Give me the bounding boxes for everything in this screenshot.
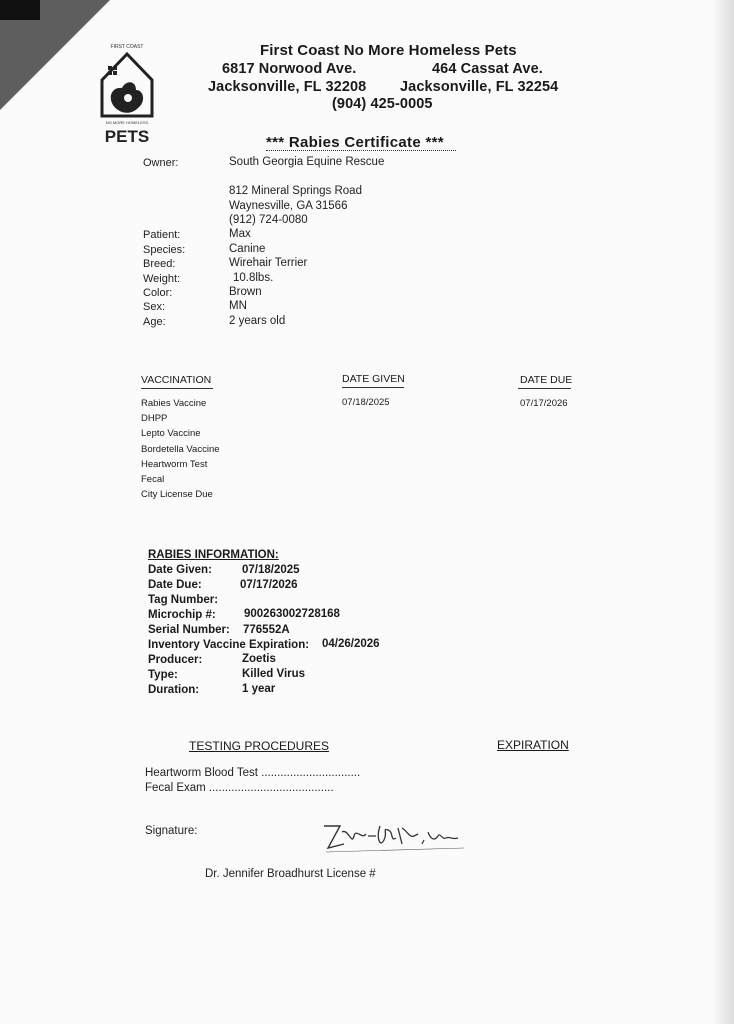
sex-label: Sex: [143,301,166,313]
owner-name: South Georgia Equine Rescue [229,156,385,168]
vaccine-row-due: 07/17/2026 [520,398,568,409]
rabies-info-heading: RABIES INFORMATION: [148,549,279,561]
address-1-city: Jacksonville, FL 32208 [208,79,367,95]
owner-phone: (912) 724-0080 [229,214,308,226]
date-given-value: 07/18/2025 [242,564,300,576]
date-due-value: 07/17/2026 [240,579,298,591]
col-date-given: DATE GIVEN [342,373,405,385]
sex-value: MN [229,300,247,312]
address-1-street: 6817 Norwood Ave. [222,61,357,77]
color-label: Color: [143,287,173,299]
address-2-city: Jacksonville, FL 32254 [400,79,559,95]
org-phone: (904) 425-0005 [332,96,433,112]
microchip-label: Microchip #: [148,609,216,621]
svg-text:PETS: PETS [104,127,150,144]
color-value: Brown [229,286,262,298]
type-value: Killed Virus [242,668,306,680]
vaccine-row-name: City License Due [141,489,213,500]
date-due-label: Date Due: [148,579,202,591]
species-value: Canine [229,243,266,255]
house-pet-icon [96,40,158,144]
scan-corner-shadow-dark [0,0,40,20]
vaccine-row-given: 07/18/2025 [342,397,390,408]
col-vaccination: VACCINATION [141,374,212,386]
tag-number-label: Tag Number: [148,594,219,606]
producer-label: Producer: [148,654,203,666]
owner-city: Waynesville, GA 31566 [229,200,348,212]
vaccine-row-name: Heartworm Test [141,459,208,470]
vaccine-row-name: Lepto Vaccine [141,428,201,439]
org-name: First Coast No More Homeless Pets [260,42,517,59]
weight-value: 10.8lbs. [233,272,274,284]
breed-value: Wirehair Terrier [229,257,308,269]
scan-edge-shadow [712,0,734,1024]
expiration-heading: EXPIRATION [497,738,569,752]
svg-text:FIRST COAST: FIRST COAST [110,44,144,50]
type-label: Type: [148,669,178,681]
inventory-expiration-value: 04/26/2026 [322,638,380,650]
handwritten-signature [318,818,468,858]
owner-street: 812 Mineral Springs Road [229,185,362,197]
duration-label: Duration: [148,684,200,696]
microchip-value: 900263002728168 [244,608,340,620]
certificate-title: *** Rabies Certificate *** [266,134,444,151]
signature-label: Signature: [145,825,198,837]
age-label: Age: [143,316,166,328]
doctor-name: Dr. Jennifer Broadhurst License # [205,868,376,880]
svg-text:NO MORE HOMELESS: NO MORE HOMELESS [105,120,149,125]
heartworm-test-label: Heartworm Blood Test ............................... [145,767,361,779]
duration-value: 1 year [242,683,276,695]
testing-procedures-heading: TESTING PROCEDURES [189,739,330,753]
producer-value: Zoetis [242,653,276,665]
patient-label: Patient: [143,229,181,241]
serial-number-value: 776552A [243,624,290,636]
fecal-exam-label: Fecal Exam ....................................... [145,782,334,794]
age-value: 2 years old [229,315,286,327]
patient-value: Max [229,228,251,240]
address-2-street: 464 Cassat Ave. [432,61,543,77]
weight-label: Weight: [143,273,181,285]
vaccine-row-name: Fecal [141,474,165,485]
vaccine-row-name: Rabies Vaccine [141,398,207,409]
date-given-label: Date Given: [148,564,212,576]
owner-label: Owner: [143,157,179,169]
species-label: Species: [143,244,186,256]
title-underline [266,150,456,151]
breed-label: Breed: [143,258,176,270]
pets-logo [96,40,158,144]
col-date-due: DATE DUE [520,374,573,386]
vaccine-row-name: Bordetella Vaccine [141,444,220,455]
serial-number-label: Serial Number: [148,624,230,636]
vaccine-row-name: DHPP [141,413,168,424]
inventory-expiration-label: Inventory Vaccine Expiration: [148,639,310,651]
